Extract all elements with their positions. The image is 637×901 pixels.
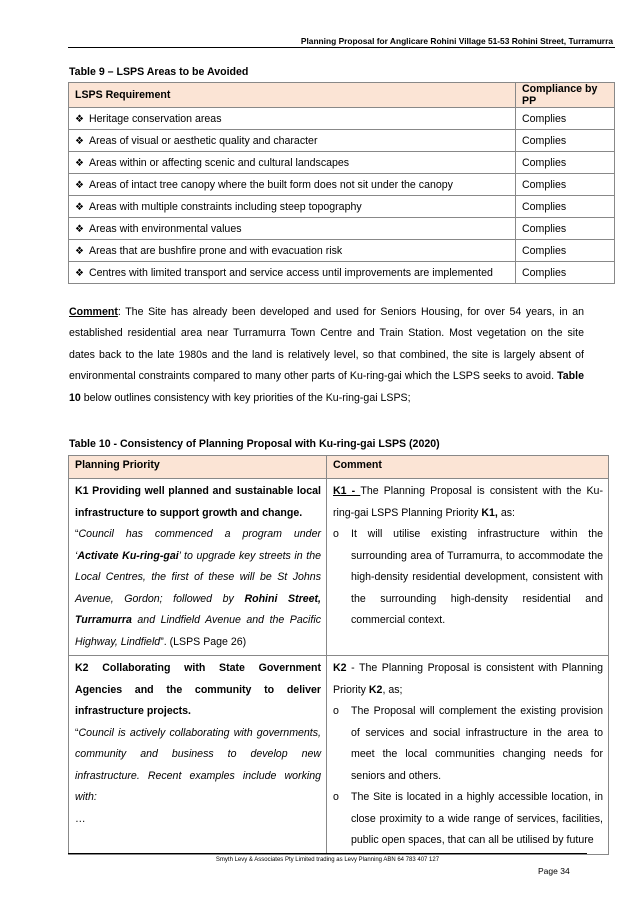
k1-quote-ref: (LSPS Page 26) [166,635,247,648]
comment-text-2: below outlines consistency with key priorities of the Ku-ring-gai LSPS; [80,391,411,404]
table-row [69,479,609,656]
k1-comment-intro [333,481,603,524]
comment-paragraph [69,302,584,409]
requirement-text: Areas that are bushfire prone and with evacuation risk [89,244,343,257]
compliance-cell: Complies [516,218,615,240]
k2-priority-cell [69,656,327,855]
k2-priority-title: K2 Collaborating with State Government Agencies and the community to deliver infrastructure projects. [75,662,321,717]
k2-quote-open: “ [75,726,79,739]
table9-header-compliance: Compliance by PP [516,83,615,108]
requirement-cell [69,152,516,174]
table-row [69,196,615,218]
compliance-cell: Complies [516,130,615,152]
k2-quote [75,723,321,809]
table-row [69,218,615,240]
four-diamond-bullet-icon: ❖ [75,135,84,147]
k2-quote-text: Council is actively collaborating with governments, community and business to develop new infrastructure. Recent examples include working with: [75,726,321,803]
list-item [333,524,603,632]
requirement-text: Centres with limited transport and service access until improvements are implemented [89,266,493,279]
table10-header-comment: Comment [327,456,609,479]
compliance-cell: Complies [516,108,615,130]
k2-comment-label: K2 [333,662,347,674]
requirement-text: Areas of intact tree canopy where the built form does not sit under the canopy [89,178,453,191]
table-row [69,240,615,262]
four-diamond-bullet-icon: ❖ [75,157,84,169]
four-diamond-bullet-icon: ❖ [75,245,84,257]
comment-text-1: : The Site has already been developed and used for Seniors Housing, for over 54 years, in an established residential area near Turramurra Town Centre and Train Station. Most vegetation on the site dates back to the late 1980s and the land is relatively level, so that combined, the site is largely absent of environmental constraints compared to many other parts of Ku-ring-gai which the LSPS seeks to avoid. [69,306,584,383]
k2-comment-bold: K2 [368,683,383,696]
footer-text: Smyth Levy & Associates Pty Limited trading as Levy Planning ABN 64 783 407 127 [215,857,440,863]
k1-comment-text: The Planning Proposal is consistent with the Ku-ring-gai LSPS Planning Priority [333,485,603,519]
k2-comment-cell [327,656,609,855]
k2-comment-text: - The Planning Proposal is consistent with Planning Priority [333,662,603,696]
table-row [69,656,609,855]
requirement-text: Areas with multiple constraints including steep topography [89,200,362,213]
compliance-cell: Complies [516,152,615,174]
bullet-marker: o [333,528,339,540]
table9-caption: Table 9 – LSPS Areas to be Avoided [69,66,249,78]
list-item [333,787,603,852]
header-rule [68,47,615,48]
lsps-consistency-table [68,455,609,855]
four-diamond-bullet-icon: ❖ [75,113,84,125]
k1-comment-cell [327,479,609,656]
requirement-cell [69,108,516,130]
k1-quote-bold2: Rohini Street, Turramurra [75,592,321,626]
comment-label: Comment [69,306,118,318]
table-row [69,152,615,174]
k1-comment-bold: K1, [481,506,498,519]
requirement-cell [69,240,516,262]
k1-quote [75,524,321,653]
k1-quote-part2: ’ to upgrade key streets in the Local Centres, the first of these will be St Johns Avenue, Gordon; followed by [75,549,321,605]
k1-comment-dash: - [346,485,361,497]
table-row [69,130,615,152]
k1-quote-bold1: Activate Ku-ring-gai [77,549,179,562]
comment-table-ref: Table 10 [69,370,584,404]
requirement-cell [69,196,516,218]
compliance-cell: Complies [516,196,615,218]
four-diamond-bullet-icon: ❖ [75,201,84,213]
requirement-cell [69,262,516,284]
requirement-cell [69,130,516,152]
table-row [69,174,615,196]
requirement-text: Heritage conservation areas [89,112,222,125]
requirement-text: Areas within or affecting scenic and cultural landscapes [89,156,350,169]
page-header: Planning Proposal for Anglicare Rohini Village 51-53 Rohini Street, Turramurra [300,36,613,46]
requirement-cell [69,174,516,196]
table10-header-priority: Planning Priority [69,456,327,479]
k2-comment-after: , as; [382,683,403,696]
k1-quote-part1: Council has commenced a program under ‘ [75,528,321,562]
lsps-areas-table [68,82,615,284]
compliance-cell: Complies [516,240,615,262]
bullet-marker: o [333,705,339,717]
bullet-marker: o [333,791,339,803]
k1-priority-title: K1 Providing well planned and sustainable local infrastructure to support growth and change. [75,485,321,519]
footer-rule [68,853,587,854]
compliance-cell: Complies [516,174,615,196]
k1-comment-label: K1 [333,485,347,497]
requirement-text: Areas of visual or aesthetic quality and character [89,134,318,147]
requirement-cell [69,218,516,240]
k2-bullet-text-1: The Proposal will complement the existing provision of services and social infrastructure in the area to meet the local communities changing needs for seniors and others. [351,705,603,782]
four-diamond-bullet-icon: ❖ [75,223,84,235]
k1-quote-close: ”. [160,635,167,648]
four-diamond-bullet-icon: ❖ [75,267,84,279]
k1-bullet-text: It will utilise existing infrastructure within the surrounding area of Turramurra, to accommodate the high-density residential development, consistent with the surrounding high-density residential and commercial context. [351,528,603,626]
requirement-text: Areas with environmental values [89,222,242,235]
k2-bullet-text-2: The Site is located in a highly accessible location, in close proximity to a wide range of services, facilities, public open spaces, that can all be utilised by future [351,791,603,846]
table9-header-requirement: LSPS Requirement [69,83,516,108]
table10-caption: Table 10 - Consistency of Planning Proposal with Ku-ring-gai LSPS (2020) [69,438,440,450]
k1-quote-part3: and Lindfield Avenue and the Pacific Highway, Lindfield [75,614,321,648]
k2-ellipsis: … [75,812,86,825]
k1-comment-after: as: [497,506,515,519]
four-diamond-bullet-icon: ❖ [75,179,84,191]
k1-quote-open: “ [75,528,79,540]
list-item [333,701,603,787]
compliance-cell: Complies [516,262,615,284]
page-number: Page 34 [538,866,570,876]
k1-priority-cell [69,479,327,656]
table-row [69,108,615,130]
table-row [69,262,615,284]
k2-comment-intro [333,658,603,701]
